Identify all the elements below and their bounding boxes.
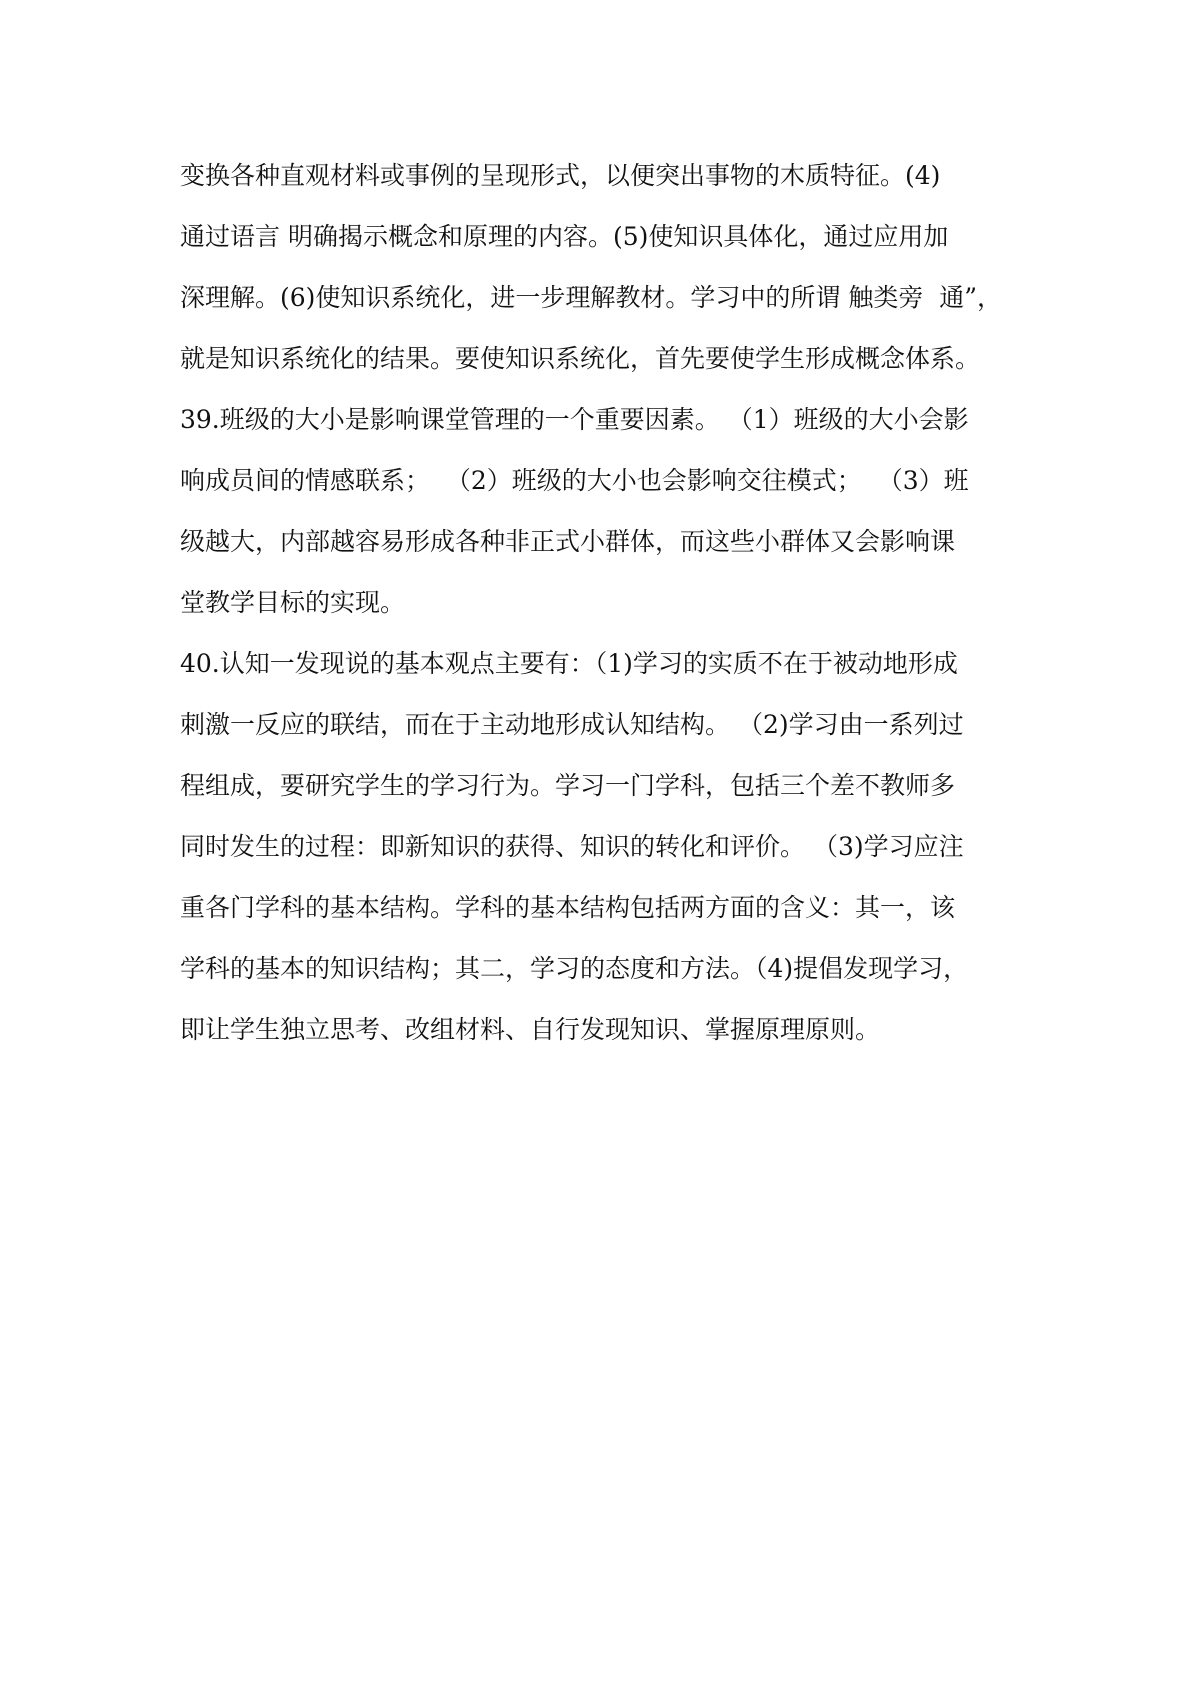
text-line: 学科的基本的知识结构；其二，学习的态度和方法。（4)提倡发现学习， [180,954,969,983]
text-line: 程组成，要研究学生的学习行为。学习一门学科，包括三个差不教师多 [180,771,956,800]
text-line: 40.认知一发现说的基本观点主要有：（1)学习的实质不在于被动地形成 [180,649,958,678]
text-line: 通过语言 明确揭示概念和原理的内容。(5)使知识具体化，通过应用加 [180,222,949,251]
text-line: 即让学生独立思考、改组材料、自行发现知识、掌握原理原则。 [180,1015,881,1044]
text-line: 39.班级的大小是影响课堂管理的一个重要因素。 （1）班级的大小会影 [180,405,969,434]
text-line: 响成员间的情感联系； （2）班级的大小也会影响交往模式； （3）班 [180,466,969,495]
text-line: 就是知识系统化的结果。要使知识系统化，首先要使学生形成概念体系。 [180,344,981,373]
text-line: 深理解。(6)使知识系统化，进一步理解教材。学习中的所谓 触类旁 通”， [180,283,1003,312]
text-line: 重各门学科的基本结构。学科的基本结构包括两方面的含义：其一，该 [180,893,956,922]
text-line: 同时发生的过程：即新知识的获得、知识的转化和评价。 （3)学习应注 [180,832,964,861]
body-text [180,145,1020,1060]
text-line: 堂教学目标的实现。 [180,588,406,617]
text-line: 变换各种直观材料或事例的呈现形式，以便突出事物的木质特征。(4) [180,161,941,190]
text-line: 刺激一反应的联结，而在于主动地形成认知结构。 （2)学习由一系列过 [180,710,964,739]
text-line: 级越大，内部越容易形成各种非正式小群体，而这些小群体又会影响课 [180,527,956,556]
